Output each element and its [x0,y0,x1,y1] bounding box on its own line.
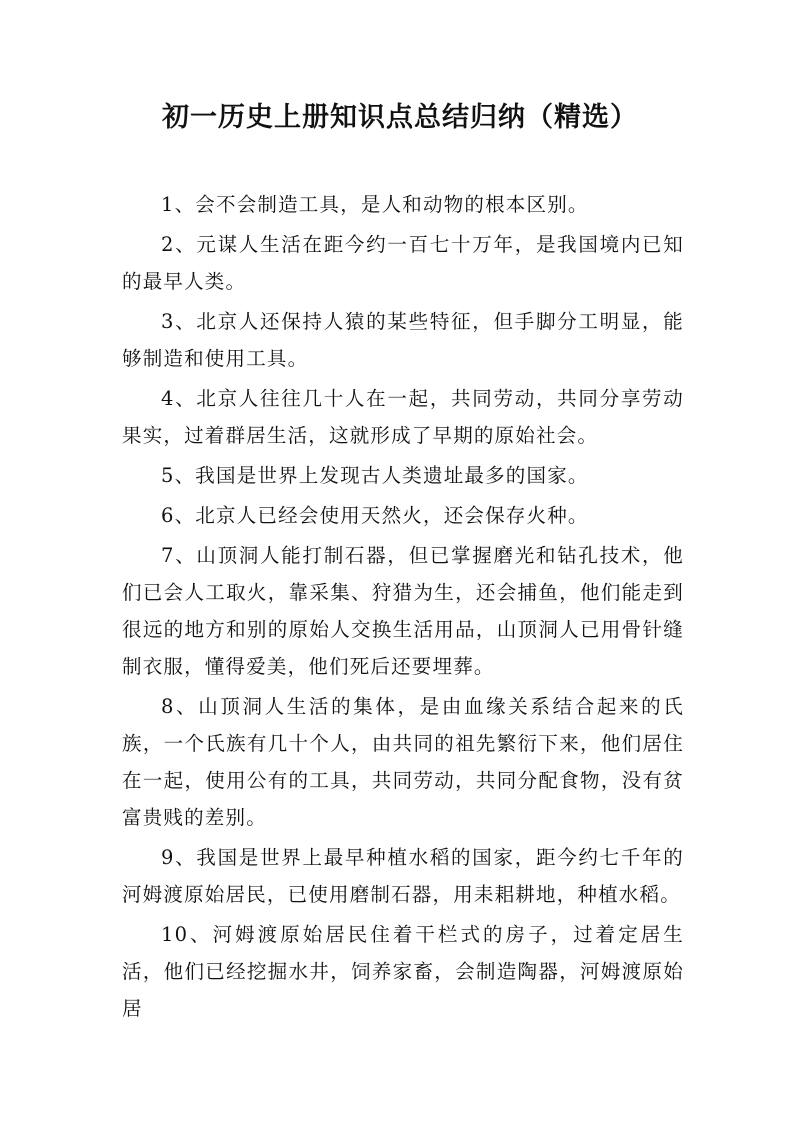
paragraph-5: 5、我国是世界上发现古人类遗址最多的国家。 [161,464,589,487]
paragraph-1: 1、会不会制造工具，是人和动物的根本区别。 [161,193,589,216]
paragraph-6: 6、北京人已经会使用天然火，还会保存火种。 [161,504,589,527]
paragraph-7: 7、山顶洞人能打制石器，但已掌握磨光和钻孔技术，他们已会人工取火，靠采集、狩猎为生，还会捕鱼，他们能走到很远的地方和别的原始人交换生活用品，山顶洞人已用骨针缝制衣服，懂得爱美，他们死后还要埋葬。 [122,544,684,678]
paragraph-10: 10、河姆渡原始居民住着干栏式的房子，过着定居生活，他们已经挖掘水井，饲养家畜，会制造陶器，河姆渡原始居 [122,923,684,1020]
document-body [122,186,684,1030]
paragraph-8: 8、山顶洞人生活的集体，是由血缘关系结合起来的氏族，一个氏族有几十个人，由共同的祖先繁衍下来，他们居住在一起，使用公有的工具，共同劳动，共同分配食物，没有贫富贵贱的差别。 [122,695,684,829]
paragraph-4: 4、北京人往往几十人在一起，共同劳动，共同分享劳动果实，过着群居生活，这就形成了早期的原始社会。 [122,387,684,447]
paragraph-2: 2、元谋人生活在距今约一百七十万年，是我国境内已知的最早人类。 [122,233,684,293]
paragraph-3: 3、北京人还保持人猿的某些特征，但手脚分工明显，能够制造和使用工具。 [122,310,684,370]
paragraph-9: 9、我国是世界上最早种植水稻的国家，距今约七千年的河姆渡原始居民，已使用磨制石器，用耒耜耕地，种植水稻。 [122,846,684,906]
document-title: 初一历史上册知识点总结归纳（精选） [162,102,638,133]
